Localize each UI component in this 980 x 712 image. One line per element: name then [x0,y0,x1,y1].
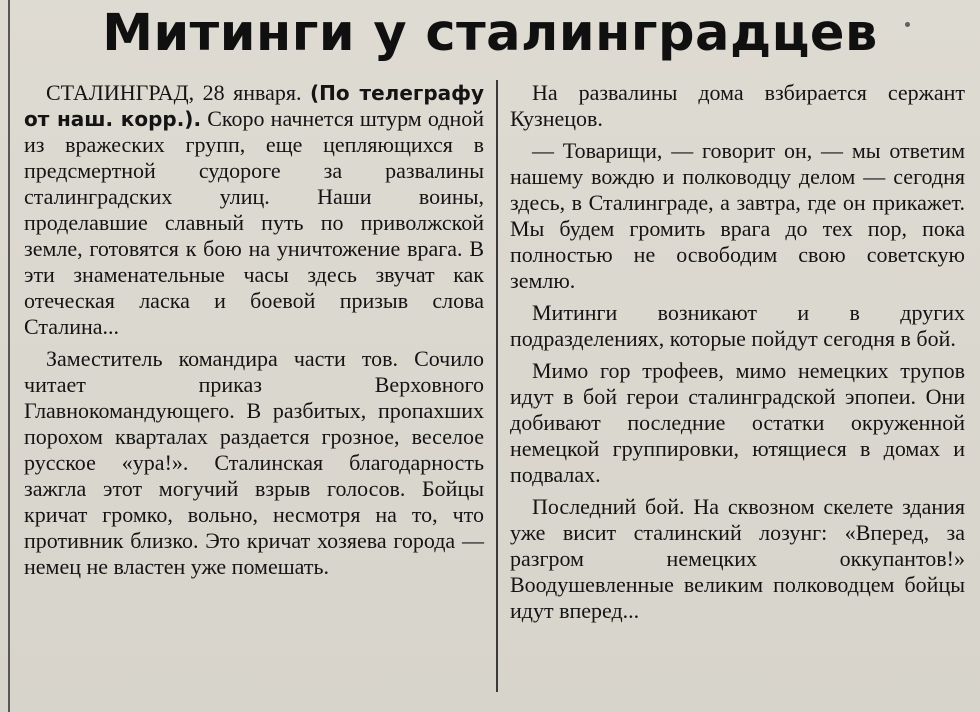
right-paragraph-5: Последний бой. На сквозном скелете здания уже висит сталинский лозунг: «Вперед, за разгром немецких оккупантов!» Воодушевленные великим полководцем бойцы идут вперед... [510,494,965,623]
right-paragraph-1: На развалины дома взбирается сержант Кузнецов. [510,80,965,131]
right-paragraph-2: — Товарищи, — говорит он, — мы ответим нашему вождю и полководцу делом — сегодня здесь, в Сталинграде, а завтра, где он прикажет. Мы будем громить врага до тех пор, пока полностью не освободим свою советскую землю. [510,138,965,293]
left-paragraph-1-body: Скоро начнется штурм одной из вражеских групп, еще цепляющихся в предсмертной судороге за развалины сталинградских улиц. Наши воины, проделавшие славный путь по приволжской земле, готовятся к бою на уничтожение врага. В эти знаменательные часы здесь звучат как отеческая ласка и боевой призыв слова Сталина... [24,106,485,339]
left-paragraph-1 [24,80,484,340]
correspondent-note: (По телеграфу от наш. корр.). [24,81,485,131]
right-paragraph-4: Мимо гор трофеев, мимо немецких трупов идут в бой герои сталинградской эпопеи. Они добивают последние остатки окруженной немецкой группировки, ютящиеся в домах и подвалах. [510,358,965,487]
left-paragraph-2: Заместитель командира части тов. Сочило читает приказ Верховного Главнокомандующего. В разбитых, пропахших порохом кварталах раздается грозное, веселое русское «ура!». Сталинская благодарность зажгла этот могучий взрыв голосов. Бойцы кричат громко, вольно, несмотря на то, что противник близко. Это кричат хозяева города — немец не властен уже помешать. [24,346,484,579]
column-divider [496,80,498,692]
left-column [24,80,484,586]
dateline: СТАЛИНГРАД, 28 января. [46,80,302,105]
left-margin-rule [8,0,10,712]
right-paragraph-3: Митинги возникают и в других подразделениях, которые пойдут сегодня в бой. [510,300,965,351]
article-headline: Митинги у сталинградцев [102,4,878,63]
right-column [510,80,965,630]
